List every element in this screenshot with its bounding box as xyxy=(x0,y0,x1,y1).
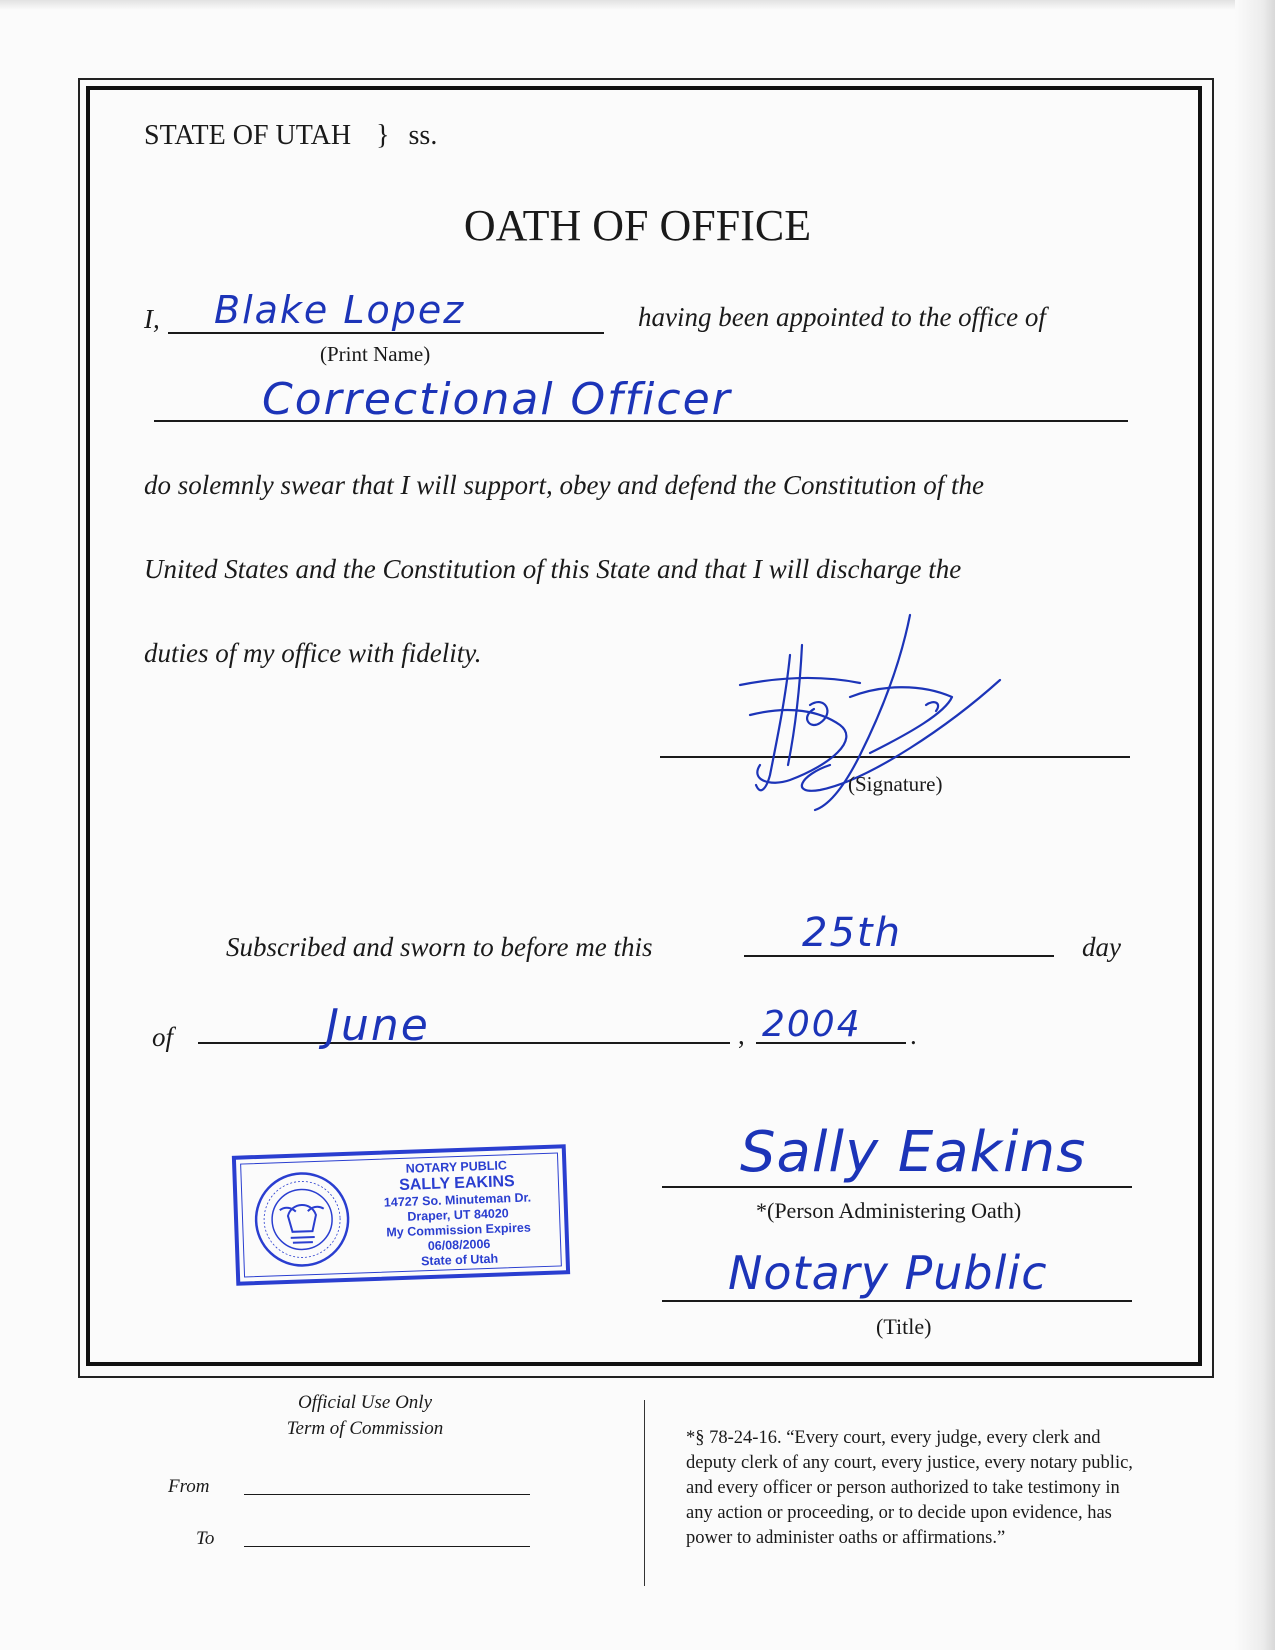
oath-paragraph-line-1: do solemnly swear that I will support, obey and defend the Constitution of the xyxy=(144,470,984,500)
handwritten-administrator-signature: Sally Eakins xyxy=(740,1120,1087,1185)
stamp-line-address: 14727 So. Minuteman Dr. xyxy=(383,1190,532,1210)
stamp-line-notary-public: NOTARY PUBLIC xyxy=(405,1158,508,1176)
statute-footnote xyxy=(686,1426,1133,1551)
to-field[interactable] xyxy=(244,1546,530,1547)
title-line xyxy=(662,1300,1132,1302)
administrator-caption: *(Person Administering Oath) xyxy=(756,1198,1022,1223)
footnote-line-4: any action or proceeding, or to decide upon evidence, has xyxy=(686,1503,1112,1523)
from-label: From xyxy=(168,1476,210,1497)
from-field[interactable] xyxy=(244,1494,530,1495)
handwritten-office: Correctional Officer xyxy=(262,374,732,425)
stamp-line-name: SALLY EAKINS xyxy=(398,1173,515,1195)
state-line xyxy=(144,120,437,152)
to-label: To xyxy=(196,1528,215,1549)
print-name-line xyxy=(168,332,604,334)
notary-stamp xyxy=(232,1144,570,1286)
document-title: OATH OF OFFICE xyxy=(463,201,812,250)
administrator-signature-line xyxy=(662,1186,1132,1188)
title-caption: (Title) xyxy=(876,1314,932,1339)
day-label: day xyxy=(1082,932,1121,962)
month-line xyxy=(198,1042,730,1044)
brace: } xyxy=(376,120,390,151)
print-name-caption: (Print Name) xyxy=(320,342,431,366)
footnote-line-3: and every officer or person authorized to take testimony in xyxy=(686,1478,1120,1498)
handwritten-name: Blake Lopez xyxy=(214,288,466,332)
handwritten-month: June xyxy=(326,1000,430,1051)
footnote-line-1: *§ 78-24-16. “Every court, every judge, every clerk and xyxy=(686,1428,1101,1448)
scan-edge-top xyxy=(0,0,1275,10)
stamp-line-city: Draper, UT 84020 xyxy=(407,1206,509,1224)
state-name: STATE OF UTAH xyxy=(144,120,352,151)
oath-paragraph-line-2: United States and the Constitution of this State and that I will discharge the xyxy=(144,554,962,584)
state-seal-icon xyxy=(250,1168,353,1271)
notary-stamp-text xyxy=(366,1157,550,1271)
ss-label: ss. xyxy=(408,120,438,151)
official-use-heading: Official Use Only xyxy=(297,1392,433,1413)
footer-divider xyxy=(644,1400,645,1586)
of-label: of xyxy=(152,1022,174,1052)
handwritten-year: 2004 xyxy=(762,1004,862,1045)
handwritten-day: 25th xyxy=(802,910,902,956)
signature-caption: (Signature) xyxy=(848,772,943,796)
footnote-line-2: deputy clerk of any court, every justice, every notary public, xyxy=(686,1453,1133,1473)
oath-paragraph-line-3: duties of my office with fidelity. xyxy=(144,638,482,668)
term-of-commission-heading: Term of Commission xyxy=(286,1418,444,1439)
stamp-line-expiry: My Commission Expires 06/08/2006 xyxy=(386,1220,532,1254)
handwritten-title: Notary Public xyxy=(728,1246,1048,1300)
oath-pronoun: I, xyxy=(144,304,160,334)
date-period: . xyxy=(910,1020,917,1050)
footnote-line-5: power to administer oaths or affirmations.” xyxy=(686,1528,1006,1548)
date-comma: , xyxy=(738,1020,745,1050)
stamp-line-state: State of Utah xyxy=(420,1251,499,1269)
appointed-text: having been appointed to the office of xyxy=(638,302,1046,332)
subscribed-text: Subscribed and sworn to before me this xyxy=(226,932,653,962)
